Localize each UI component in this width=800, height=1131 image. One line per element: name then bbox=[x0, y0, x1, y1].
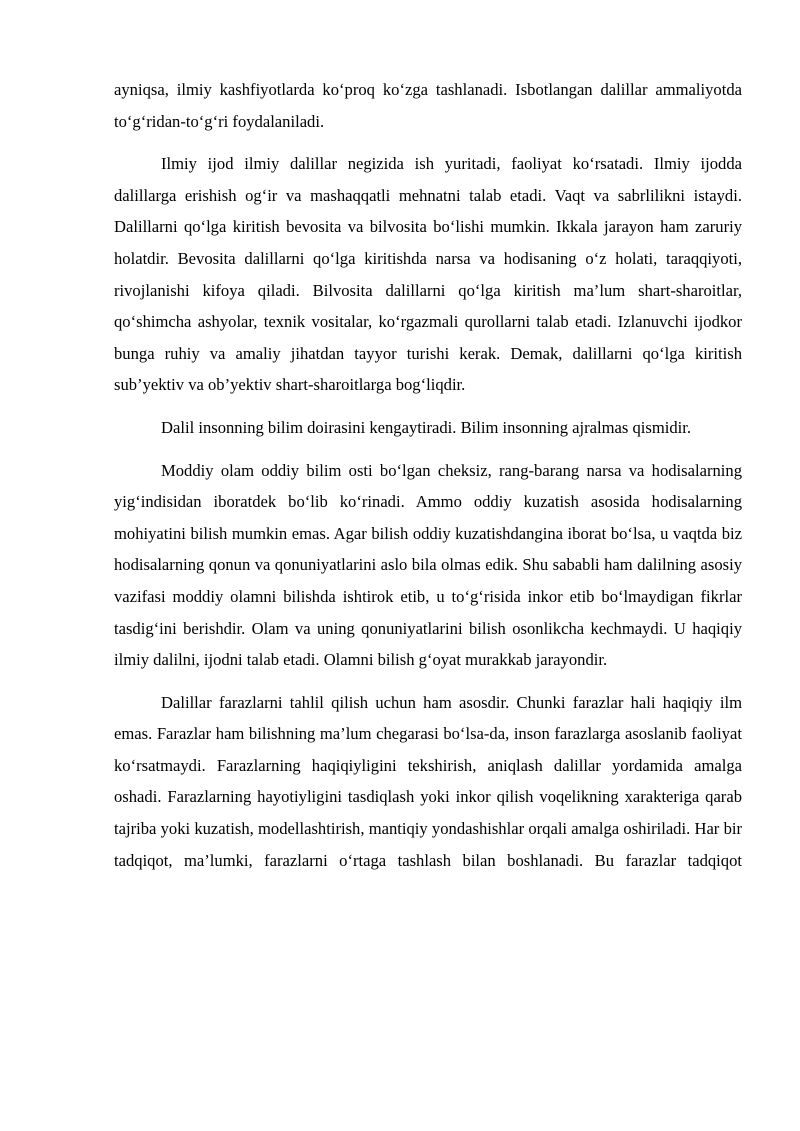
body-text bbox=[114, 74, 742, 887]
paragraph-continuation: ayniqsa, ilmiy kashfiyotlarda ko‘proq ko‘zga tashlanadi. Isbotlangan dalillar ammaliyotda to‘g‘ridan-to‘g‘ri foydalaniladi. bbox=[114, 80, 742, 131]
paragraph-scientific-creativity: Ilmiy ijod ilmiy dalillar negizida ish yuritadi, faoliyat ko‘rsatadi. Ilmiy ijodda dalillarga erishish og‘ir va mashaqqatli mehnatni talab etadi. Vaqt va sabrlilikni istaydi. Dalillarni qo‘lga kiritish bevosita va bilvosita bo‘lishi mumkin. Ikkala jarayon ham zaruriy holatdir. Bevosita dalillarni qo‘lga kiritishda narsa va hodisaning o‘z holati, taraqqiyoti, rivojlanishi kifoya qiladi. Bilvosita dalillarni qo‘lga kiritish ma’lum shart-sharoitlar, qo‘shimcha ashyolar, texnik vositalar, ko‘rgazmali qurollarni talab etadi. Izlanuvchi ijodkor bunga ruhiy va amaliy jihatdan tayyor turishi kerak. Demak, dalillarni qo‘lga kiritish sub’yektiv va ob’yektiv shart-sharoitlarga bog‘liqdir. bbox=[114, 154, 742, 395]
paragraph-hypotheses: Dalillar farazlarni tahlil qilish uchun ham asosdir. Chunki farazlar hali haqiqiy ilm emas. Farazlar ham bilishning ma’lum chegarasi bo‘lsa-da, inson farazlarga asoslanib faoliyat ko‘rsatmaydi. Farazlarning haqiqiyligini tekshirish, aniqlash dalillar yordamida amalga oshadi. Farazlarning hayotiyligini tasdiqlash yoki inkor qilish voqelikning xarakteriga qarab tajriba yoki kuzatish, modellashtirish, mantiqiy yondashishlar orqali amalga oshiriladi. Har bir tadqiqot, ma’lumki, farazlarni o‘rtaga tashlash bilan boshlanadi. Bu farazlar tadqiqot bbox=[114, 692, 742, 870]
paragraph-knowledge: Dalil insonning bilim doirasini kengaytiradi. Bilim insonning ajralmas qismidir. bbox=[161, 417, 692, 437]
paragraph-material-world: Moddiy olam oddiy bilim osti bo‘lgan cheksiz, rang-barang narsa va hodisalarning yig‘indisidan iboratdek bo‘lib ko‘rinadi. Ammo oddiy kuzatish asosida hodisalarning mohiyatini bilish mumkin emas. Agar bilish oddiy kuzatishdangina iborat bo‘lsa, u vaqtda biz hodisalarning qonun va qonuniyatlarini aslo bila olmas edik. Shu sababli ham dalilning asosiy vazifasi moddiy olamni bilishda ishtirok etib, u to‘g‘risida inkor etib bo‘lmaydigan fikrlar tasdig‘ini berishdir. Olam va uning qonuniyatlarini bilish osonlikcha kechmaydi. U haqiqiy ilmiy dalilni, ijodni talab etadi. Olamni bilish g‘oyat murakkab jarayondir. bbox=[114, 460, 742, 670]
